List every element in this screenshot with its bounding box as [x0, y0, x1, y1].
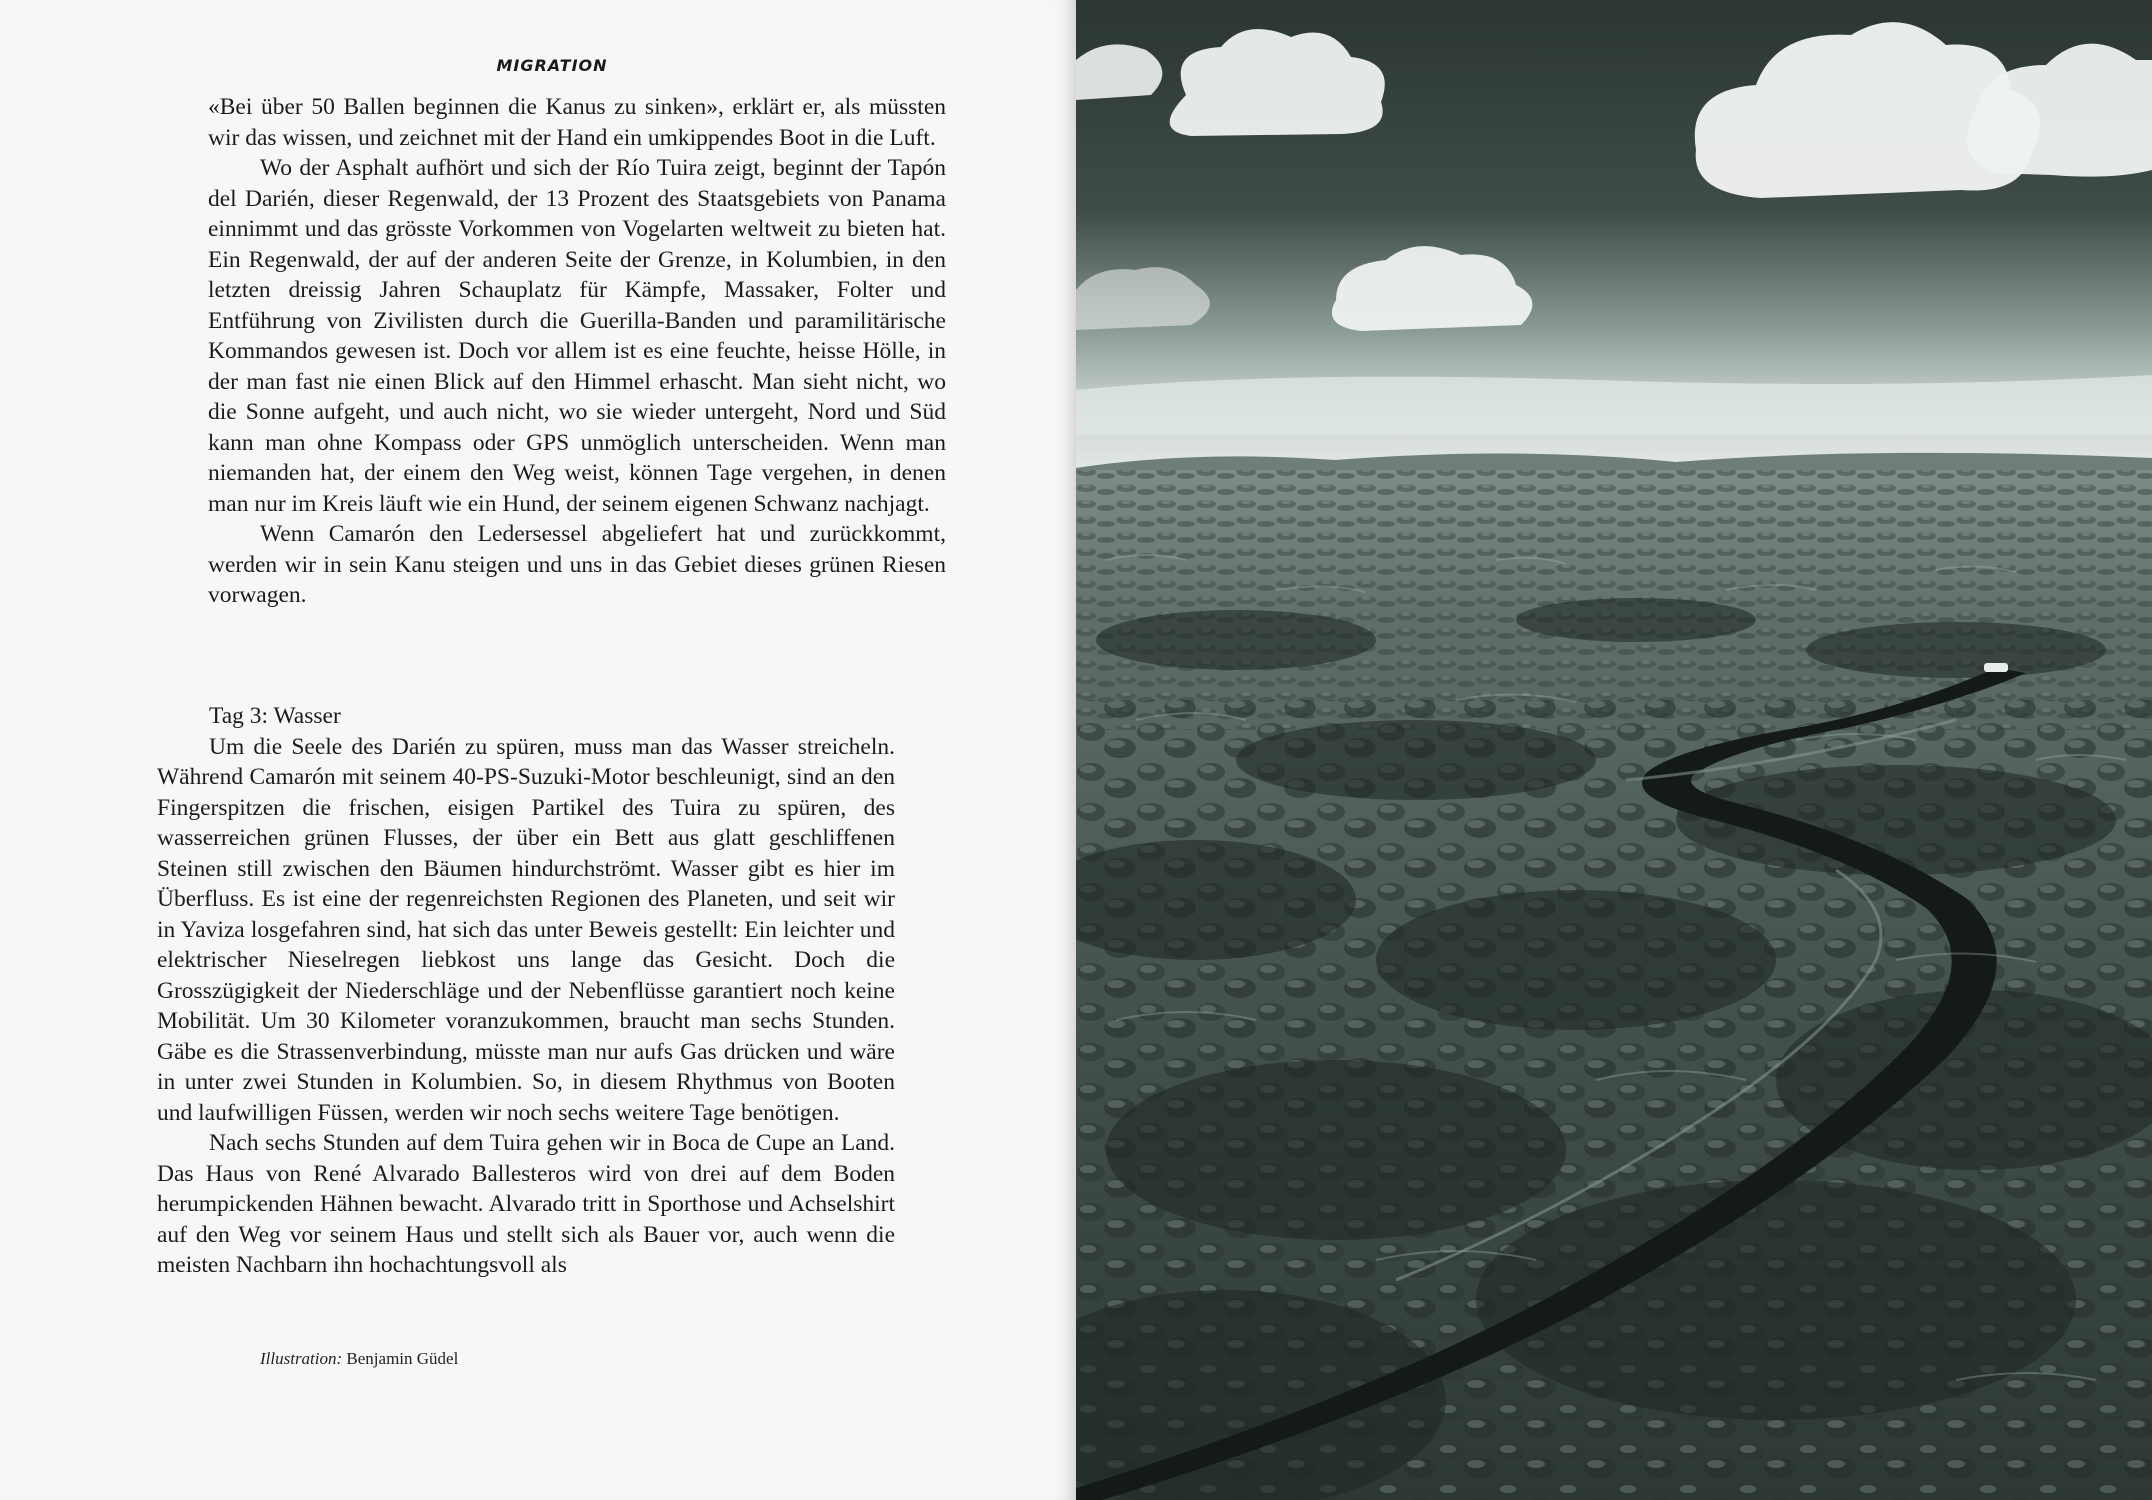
- running-head: MIGRATION: [496, 56, 608, 75]
- section-subhead: Tag 3: Wasser: [209, 703, 341, 729]
- paragraph: Wenn Camarón den Ledersessel abgeliefert hat und zurückkommt, werden wir in sein Kanu steigen und uns in das Gebiet dieses grünen Riesen vorwagen.: [208, 521, 946, 608]
- forest-river-illustration: [1076, 0, 2152, 1500]
- text-block-lower: [157, 701, 895, 1281]
- boat: [1984, 663, 2008, 672]
- paragraph: Um die Seele des Darién zu spüren, muss man das Wasser streicheln. Während Camarón mit seinem 40-PS-Suzuki-Motor beschleunigt, sind an den Fingerspitzen die frischen, eisigen Partikel des Tuira zu spüren, des wasserreichen grünen Flusses, der über ein Bett aus glatt geschliffenen Steinen still zwischen den Bäumen hindurchströmt. Wasser gibt es hier im Überfluss. Es ist eine der regenreichsten Regionen des Planeten, und seit wir in Yaviza losgefahren sind, hat sich das unter Beweis gestellt: Ein leichter und elektrischer Nieselregen liebkost uns lange das Gesicht. Doch die Grosszügigkeit der Niederschläge und der Nebenflüsse garantiert noch keine Mobilität. Um 30 Kilometer voranzukommen, braucht man sechs Stunden. Gäbe es die Strassenverbindung, müsste man nur aufs Gas drücken und wäre in unter zwei Stunden in Kolumbien. So, in diesem Rhythmus von Booten und laufwilligen Füssen, werden wir noch sechs weitere Tage benötigen.: [157, 733, 895, 1126]
- right-page-illustration: [1076, 0, 2152, 1500]
- illustration-credit: [260, 1349, 458, 1369]
- text-block-upper: [208, 92, 946, 611]
- paragraph: «Bei über 50 Ballen beginnen die Kanus zu sinken», erklärt er, als müssten wir das wissen, und zeichnet mit der Hand ein umkippendes Boot in die Luft.: [208, 94, 946, 151]
- paragraph: Wo der Asphalt aufhört und sich der Río Tuira zeigt, beginnt der Tapón del Darién, dieser Regenwald, der 13 Prozent des Staatsgebiets von Panama einnimmt und das grösste Vorkommen von Vogelarten weltweit zu bieten hat. Ein Regenwald, der auf der anderen Seite der Grenze, in Kolumbien, in den letzten dreissig Jahren Schauplatz für Kämpfe, Massaker, Folter und Entführung von Zivilisten durch die Guerilla-Banden und paramilitärische Kommandos gewesen ist. Doch vor allem ist es eine feuchte, heisse Hölle, in der man fast nie einen Blick auf den Himmel erhascht. Man sieht nicht, wo die Sonne aufgeht, und auch nicht, wo sie wieder untergeht, Nord und Süd kann man ohne Kompass oder GPS unmöglich unterscheiden. Wenn man niemanden hat, der einem den Weg weist, können Tage vergehen, in denen man nur im Kreis läuft wie ein Hund, der seinem eigenen Schwanz nachjagt.: [208, 155, 946, 517]
- credit-name: Benjamin Güdel: [346, 1349, 459, 1368]
- paragraph: Nach sechs Stunden auf dem Tuira gehen wir in Boca de Cupe an Land. Das Haus von René Alvarado Ballesteros wird von drei auf dem Boden herumpickenden Hähnen bewacht. Alvarado tritt in Sporthose und Achselshirt auf den Weg vor seinem Haus und stellt sich als Bauer vor, auch wenn die meisten Nachbarn ihn hochachtungsvoll als: [157, 1130, 895, 1278]
- credit-label: Illustration:: [260, 1349, 343, 1368]
